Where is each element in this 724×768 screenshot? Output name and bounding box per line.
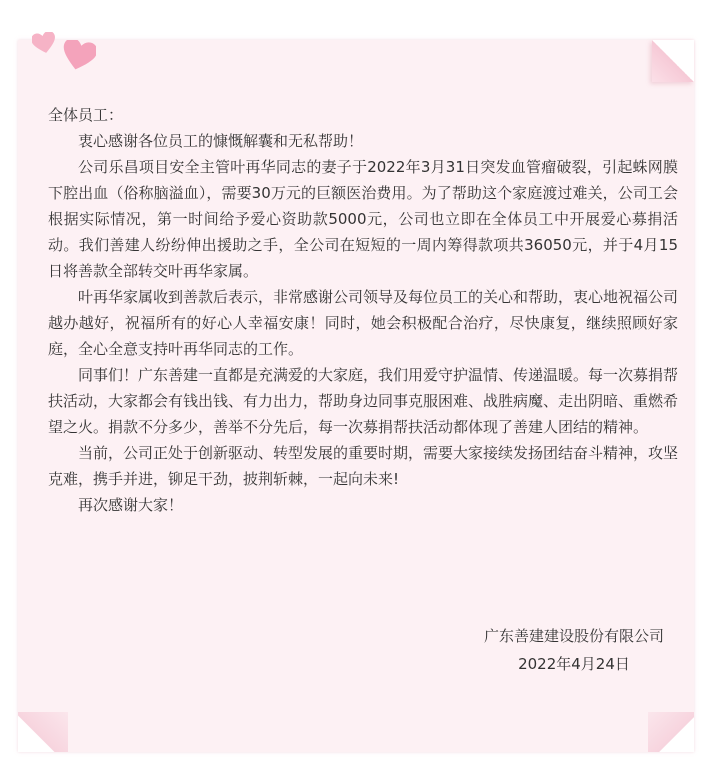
letter-paragraph-1: 衷心感谢各位员工的慷慨解囊和无私帮助！ [78,132,364,150]
letter-paragraph-6: 再次感谢大家！ [78,496,184,514]
letter-paragraph-4: 同事们！广东善建一直都是充满爱的大家庭，我们用爱守护温情、传递温暖。每一次募捐帮扶活动，大家都会有钱出钱、有力出力，帮助身边同事克服困难、战胜病魔、走出阴暗、重燃希望之火。捐款不分多少，善举不分先后，每一次募捐帮扶活动都体现了善建人团结的精神。 [48,366,679,436]
page-curl-top-right-mask [652,40,694,82]
page-curl-bottom-right [648,712,694,752]
letter-body [48,102,678,518]
heart-icon-large [62,40,96,75]
letter-paragraph-2: 公司乐昌项目安全主管叶再华同志的妻子于2022年3月31日突发血管瘤破裂，引起蛛网膜下腔出血（俗称脑溢血），需要30万元的巨额医治费用。为了帮助这个家庭渡过难关，公司工会根据实际情况，第一时间给予爱心资助款5000元，公司也立即在全体员工中开展爱心募捐活动。我们善建人纷纷伸出援助之手，全公司在短短的一周内筹得款项共36050元，并于4月15日将善款全部转交叶再华家属。 [48,158,678,280]
signature-company: 广东善建建设股份有限公司 [483,627,664,645]
page-curl-bottom-left [18,712,68,752]
signature-date: 2022年4月24日 [518,655,630,673]
letter-signature [484,622,664,678]
heart-icon-small [32,32,56,58]
letter-paragraph-5: 当前，公司正处于创新驱动、转型发展的重要时期，需要大家接续发扬团结奋斗精神，攻坚克难，携手并进，铆足干劲，披荆斩棘，一起向未来! [48,444,679,488]
letter-paragraph-3: 叶再华家属收到善款后表示，非常感谢公司领导及每位员工的关心和帮助，衷心地祝福公司越办越好，祝福所有的好心人幸福安康！同时，她会积极配合治疗，尽快康复，继续照顾好家庭，全心全意支持叶再华同志的工作。 [48,288,679,358]
letter-greeting: 全体员工： [48,106,124,124]
